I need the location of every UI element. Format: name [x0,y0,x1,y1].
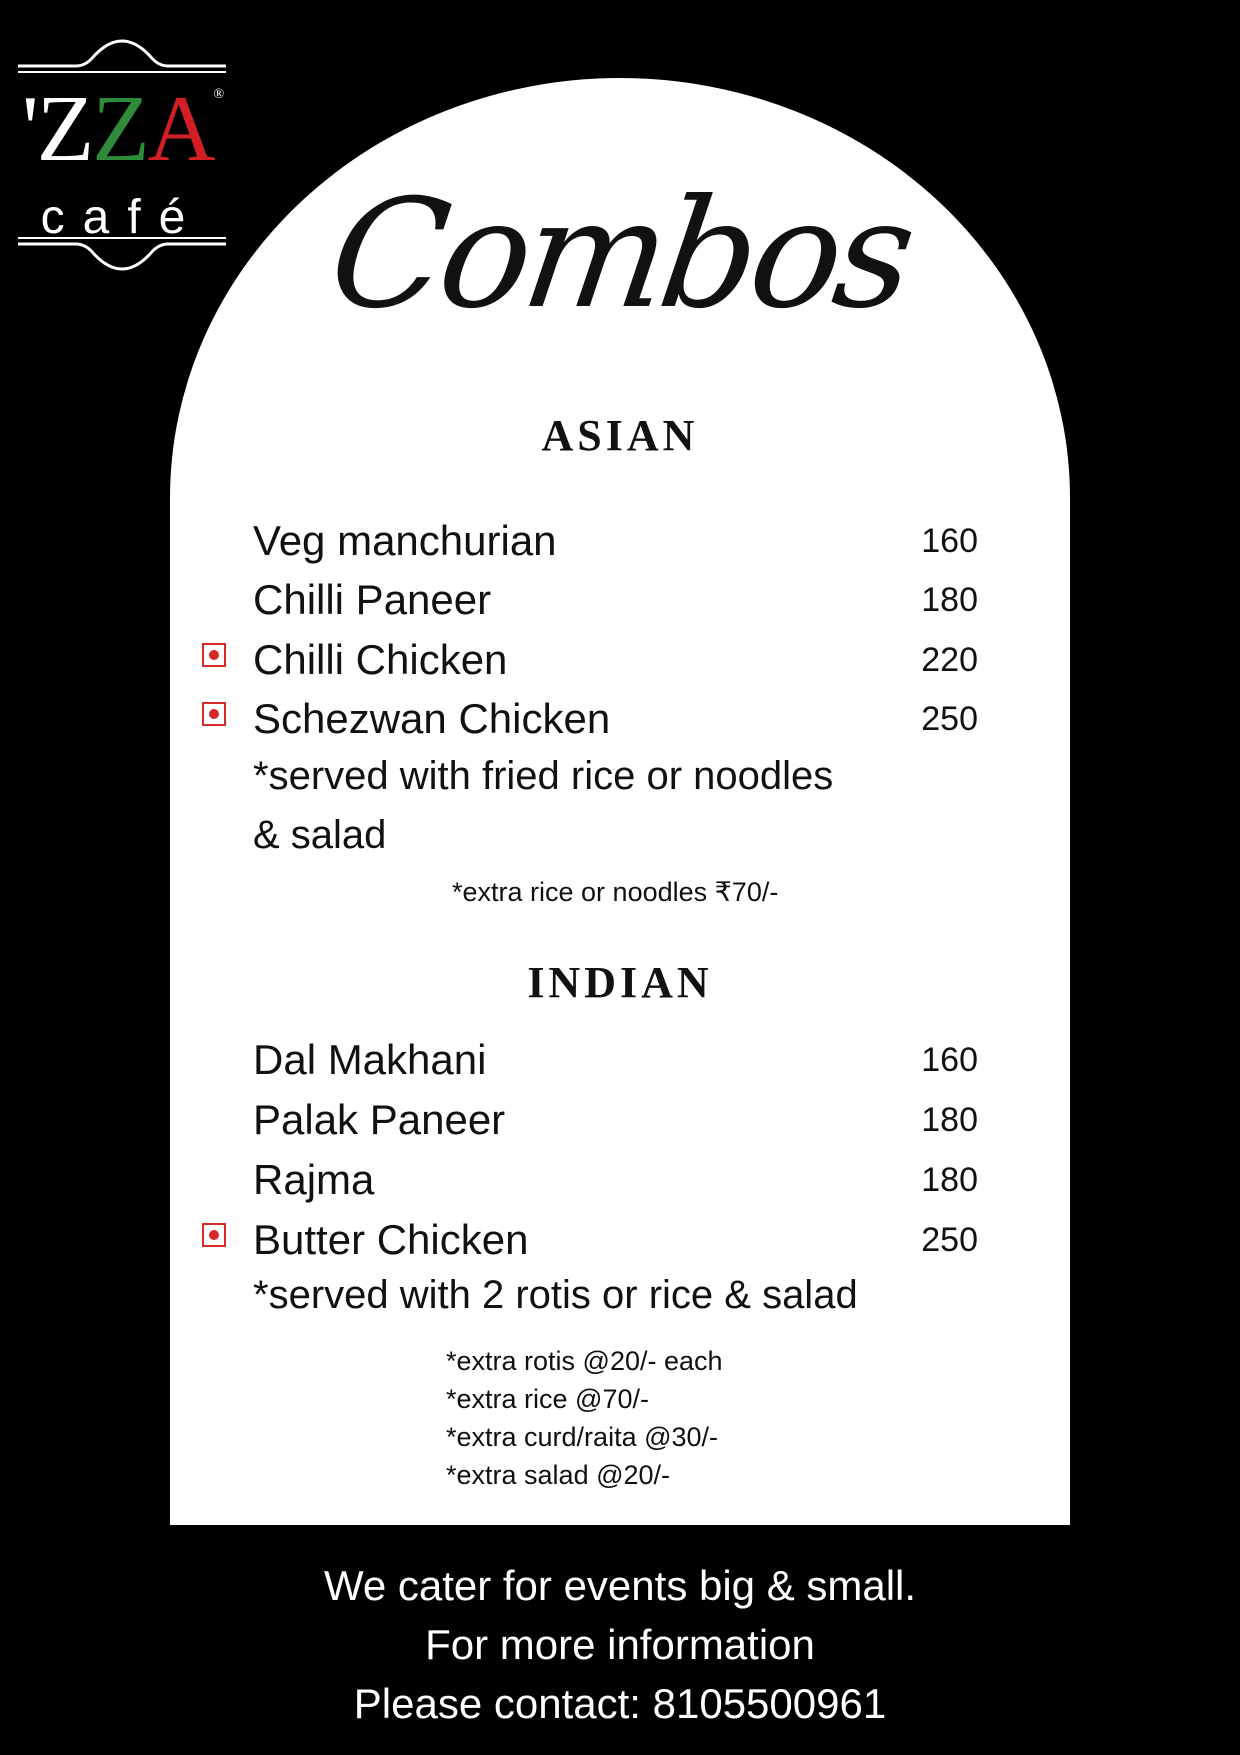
extra-note-curd-raita: *extra curd/raita @30/- [446,1422,719,1452]
item-name: Butter Chicken [253,1216,529,1263]
item-price: 160 [921,1041,978,1079]
item-price: 180 [921,581,978,619]
menu-item-butter-chicken [200,1211,990,1269]
logo-apostrophe: ' [21,77,37,181]
logo-letter-z1: Z [36,77,93,181]
item-name: Rajma [253,1156,375,1203]
menu-title: Combos [320,168,920,342]
item-price: 160 [921,522,978,560]
extra-note-rotis: *extra rotis @20/- each [446,1346,723,1376]
item-name: Palak Paneer [253,1096,506,1143]
item-price: 180 [921,1101,978,1139]
extra-note-rice: *extra rice @70/- [446,1384,649,1414]
menu-item-veg-manchurian [200,512,990,570]
served-with-note-asian-line1: *served with fried rice or noodles [253,754,834,798]
registered-mark: ® [213,87,223,102]
footer-line-contact: Please contact: 8105500961 [353,1680,887,1727]
non-veg-marker-icon [202,1223,226,1247]
item-name: Dal Makhani [253,1036,487,1083]
non-veg-marker-icon [202,702,226,726]
item-price: 250 [921,1221,978,1259]
item-name: Chilli Chicken [253,636,508,683]
item-name: Schezwan Chicken [253,695,611,742]
menu-item-palak-paneer [200,1091,990,1149]
footer-line-info: For more information [425,1621,815,1668]
item-name: Chilli Paneer [253,576,492,623]
menu-item-rajma [200,1151,990,1209]
non-veg-marker-icon [202,643,226,667]
extra-note-salad: *extra salad @20/- [446,1460,671,1490]
logo-cafe-text: café [40,191,204,244]
menu-item-schezwan-chicken [200,690,990,748]
footer-contact [0,1556,1240,1733]
logo-letter-z2: Z [92,77,148,181]
item-price: 180 [921,1161,978,1199]
menu-item-chilli-paneer [200,571,990,629]
menu-item-chilli-chicken [200,631,990,689]
footer-line-catering: We cater for events big & small. [323,1562,917,1609]
served-with-note-indian: *served with 2 rotis or rice & salad [253,1273,858,1317]
menu-item-dal-makhani [200,1031,990,1089]
item-price: 220 [921,641,978,679]
served-with-note-asian-line2: & salad [253,813,387,857]
section-heading-indian: INDIAN [527,958,713,1007]
logo-letter-a: A [147,77,214,181]
item-price: 250 [921,700,978,738]
extra-note-asian: *extra rice or noodles ₹70/- [452,877,779,907]
logo-wordmark [16,77,228,181]
item-name: Veg manchurian [253,517,557,564]
section-heading-asian: ASIAN [541,411,699,460]
